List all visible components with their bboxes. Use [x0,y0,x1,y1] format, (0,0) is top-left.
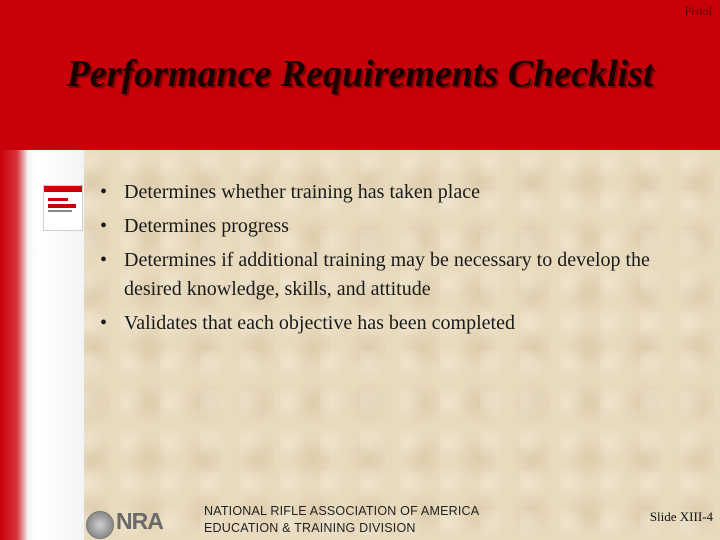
course-tag: Pistol [684,4,712,18]
seal-icon [86,511,114,539]
header-band [0,0,720,150]
slide-title: Performance Requirements Checklist [66,53,654,95]
bullet-list [100,178,660,343]
bullet-item: • Determines if additional training may be necessary to develop the desired knowledge, skills, and attitude [100,246,660,304]
bullet-item: • Determines whether training has taken place [100,178,660,207]
nra-logo [86,508,178,538]
slide-number: Slide XIII-4 [649,509,713,524]
footer-org-line2: EDUCATION & TRAINING DIVISION [204,521,416,535]
footer-organization [204,503,479,537]
footer-org-line1: NATIONAL RIFLE ASSOCIATION OF AMERICA [204,504,480,518]
bullet-item: • Validates that each objective has been completed [100,309,660,338]
side-red-stripe [0,150,28,540]
manual-cover-icon [43,185,83,231]
nra-logo-text: NRA [116,508,163,534]
bullet-item: • Determines progress [100,212,660,241]
